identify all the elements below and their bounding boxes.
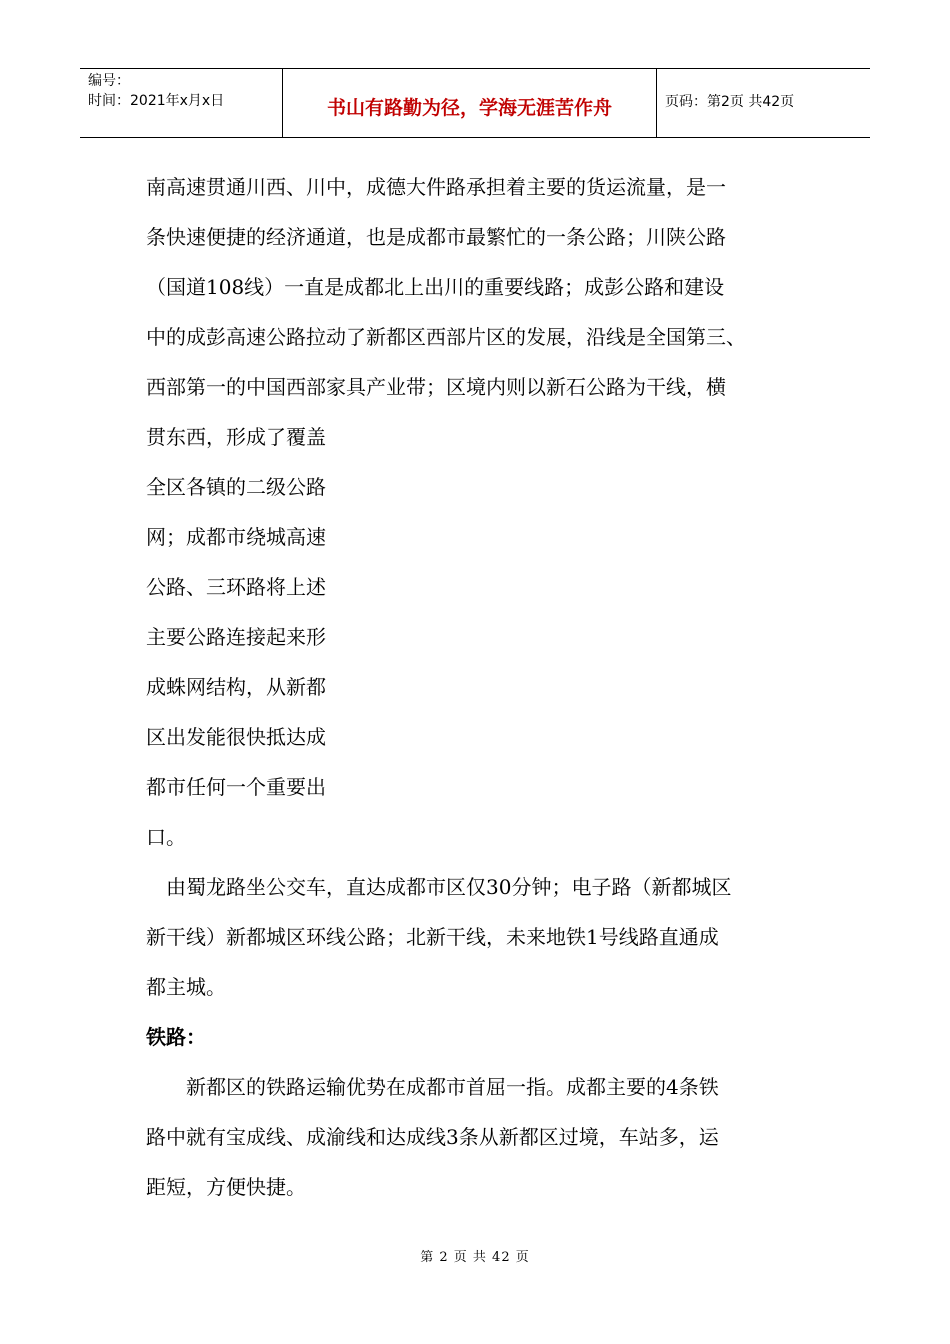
text-line: 主要公路连接起来形 [146, 625, 326, 649]
text-line: 距短，方便快捷。 [146, 1175, 306, 1199]
document-body [146, 162, 836, 1212]
text-line: 全区各镇的二级公路 [146, 475, 326, 499]
text-line: 路中就有宝成线、成渝线和达成线3条从新都区过境，车站多，运 [146, 1125, 719, 1149]
text-line: 区出发能很快抵达成 [146, 725, 326, 749]
text-line: 中的成彭高速公路拉动了新都区西部片区的发展，沿线是全国第三、 [146, 325, 746, 349]
paragraph-bus [146, 862, 836, 1012]
header-page-cell [656, 69, 870, 137]
section-heading-railway: 铁路： [146, 1025, 206, 1049]
text-line: 西部第一的中国西部家具产业带；区境内则以新石公路为干线，横 [146, 375, 726, 399]
text-line: 条快速便捷的经济通道，也是成都市最繁忙的一条公路；川陕公路 [146, 225, 726, 249]
text-line: 由蜀龙路坐公交车，直达成都市区仅30分钟；电子路（新都城区 [166, 875, 732, 899]
number-label: 编号： [88, 73, 130, 89]
page-footer: 第 2 页 共 42 页 [420, 1250, 530, 1265]
text-line: 新都区的铁路运输优势在成都市首屈一指。成都主要的4条铁 [186, 1075, 719, 1099]
text-line: 南高速贯通川西、川中，成德大件路承担着主要的货运流量，是一 [146, 175, 726, 199]
text-line: 公路、三环路将上述 [146, 575, 326, 599]
text-line: 贯东西，形成了覆盖 [146, 425, 326, 449]
time-label: 时间：2021年x月x日 [88, 93, 225, 109]
paragraph-railway [146, 1062, 836, 1212]
motto-text: 书山有路勤为径，学海无涯苦作舟 [326, 97, 612, 119]
text-line: 都市任何一个重要出 [146, 775, 326, 799]
header-motto-cell [282, 69, 657, 137]
page-info: 页码：第2页 共42页 [665, 94, 795, 110]
text-line: 口。 [146, 825, 186, 849]
text-line: 都主城。 [146, 975, 226, 999]
paragraph-highways [146, 162, 836, 862]
text-line: 新干线）新都城区环线公路；北新干线，未来地铁1号线路直通成 [146, 925, 719, 949]
header-meta-cell [80, 69, 282, 137]
page-header [80, 68, 870, 138]
text-line: 网；成都市绕城高速 [146, 525, 326, 549]
text-line: （国道108线）一直是成都北上出川的重要线路；成彭公路和建设 [146, 275, 725, 299]
text-line: 成蛛网结构，从新都 [146, 675, 326, 699]
